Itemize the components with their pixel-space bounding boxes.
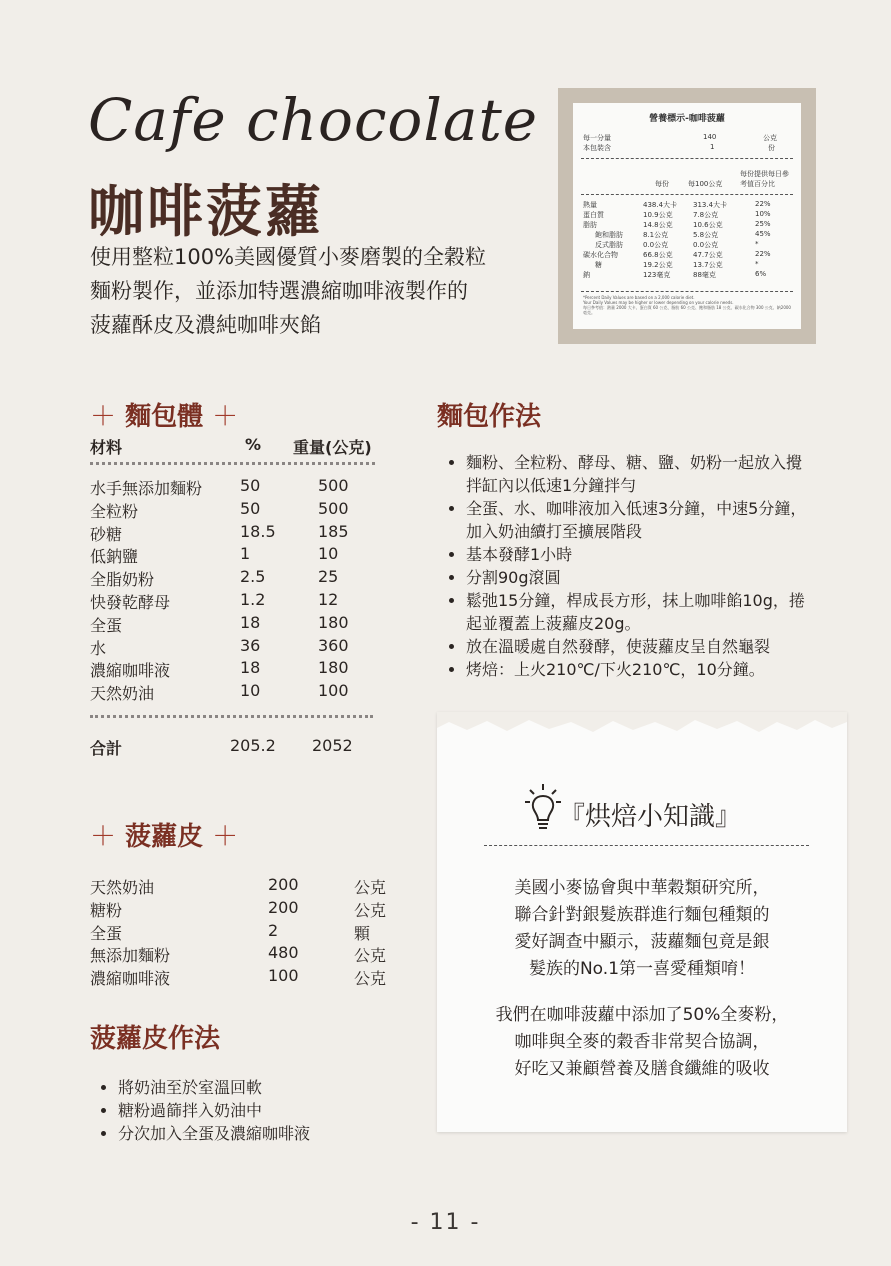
tip-line: 咖啡與全麥的穀香非常契合協調， (514, 1032, 770, 1052)
ingredient-pct: 50 (240, 476, 261, 495)
tip-paragraph-2 (437, 1002, 847, 1083)
ingredient-pct: 18 (240, 658, 261, 678)
ingredient-unit: 公克 (354, 900, 387, 920)
intro-line: 菠蘿酥皮及濃純咖啡夾餡 (90, 313, 321, 337)
tip-line: 美國小麥協會與中華穀類研究所， (514, 878, 770, 898)
nutrient-per-serving: 10.9公克 (643, 211, 673, 219)
method-list (446, 451, 816, 681)
divider (90, 462, 375, 465)
ingredient-name: 全蛋 (90, 923, 123, 943)
nutrient-per-100g: 0.0公克 (693, 241, 719, 249)
nutrient-name: 反式脂肪 (595, 241, 623, 249)
nutrient-per-serving: 123毫克 (643, 271, 671, 279)
tip-card (437, 712, 847, 1132)
table-row (90, 943, 410, 965)
table-row (90, 567, 380, 589)
table-row (90, 681, 380, 703)
total-pct: 205.2 (230, 736, 276, 755)
nutrient-per-serving: 14.8公克 (643, 221, 673, 229)
plus-icon: ＋ (90, 402, 117, 432)
footnote: Your Daily Values may be higher or lower depending on your calorie needs. (583, 300, 734, 305)
ingredient-qty: 200 (268, 875, 299, 894)
nutrition-row (583, 270, 791, 280)
ingredient-pct: 18 (240, 612, 261, 632)
ingredient-unit: 公克 (354, 878, 387, 897)
nutrient-per-100g: 7.8公克 (693, 211, 719, 219)
pack-unit: 份 (768, 144, 775, 152)
pack-value: 1 (710, 143, 715, 151)
list-item: • 分割90g滾圓 (466, 566, 816, 589)
divider (581, 158, 793, 159)
nutrient-dv: 22% (755, 250, 771, 258)
table-row (90, 544, 380, 566)
plus-icon: ＋ (90, 822, 117, 852)
pack-label: 本包裝含 (583, 144, 611, 152)
method-heading: 麵包作法 (437, 402, 542, 432)
ingredient-pct: 1 (240, 544, 251, 564)
per-serving-header: 每份 (655, 180, 669, 188)
nutrient-dv: * (755, 260, 759, 268)
col-weight: 重量(公克) (293, 438, 372, 457)
tip-title: 『烘焙小知識』 (559, 802, 742, 832)
intro-text (90, 240, 540, 342)
nutrient-per-100g: 5.8公克 (693, 231, 719, 239)
nutrient-name: 熱量 (583, 201, 597, 209)
ingredient-unit: 顆 (354, 923, 371, 943)
list-item: • 烤焙：上火210℃/下火210℃，10分鐘。 (466, 658, 816, 681)
ingredient-name: 無添加麵粉 (90, 946, 171, 966)
nutrient-dv: 45% (755, 230, 771, 238)
plus-icon: ＋ (212, 402, 239, 432)
col-pct: % (245, 435, 262, 454)
table-row (90, 613, 380, 635)
table-row (90, 476, 380, 498)
nutrient-name: 碳水化合物 (583, 251, 618, 259)
ingredient-weight: 100 (318, 681, 349, 701)
ingredient-qty: 100 (268, 966, 299, 986)
lightbulb-icon (525, 782, 561, 832)
ingredient-name: 濃縮咖啡液 (90, 969, 171, 989)
dv-header: 每份提供每日參考值百分比 (740, 170, 789, 188)
bread-heading (90, 396, 238, 433)
list-item: • 分次加入全蛋及濃縮咖啡液 (118, 1122, 398, 1145)
nutrition-row (583, 230, 791, 240)
ingredient-name: 全脂奶粉 (90, 570, 155, 590)
nutrition-title: 營養標示-咖啡菠蘿 (649, 114, 725, 124)
ingredient-weight: 10 (318, 544, 339, 564)
ingredient-name: 砂糖 (90, 524, 123, 544)
ingredient-name: 天然奶油 (90, 878, 155, 897)
list-item: • 將奶油至於室溫回軟 (118, 1076, 398, 1099)
nutrient-per-100g: 313.4大卡 (693, 201, 728, 209)
nutrient-name: 蛋白質 (583, 211, 604, 219)
torn-edge (437, 712, 847, 734)
ingredient-name: 水 (90, 638, 107, 658)
ingredient-name: 糖粉 (90, 900, 123, 920)
intro-line: 使用整粒100%美國優質小麥磨製的全穀粒 (90, 245, 487, 269)
table-row (90, 522, 380, 544)
ingredient-pct: 1.2 (240, 590, 266, 609)
ingredient-unit: 公克 (354, 946, 387, 966)
table-row (90, 636, 380, 658)
tip-line: 愛好調查中顯示，菠蘿麵包竟是銀 (514, 932, 770, 952)
ingredient-qty: 2 (268, 920, 279, 940)
table-row (90, 966, 410, 988)
bread-heading-label: 麵包體 (125, 402, 204, 432)
nutrient-per-serving: 0.0公克 (643, 241, 669, 249)
total-label: 合計 (90, 739, 123, 758)
nutrient-name: 鈉 (583, 271, 590, 279)
ingredient-name: 低鈉鹽 (90, 547, 139, 567)
nutrient-per-100g: 47.7公克 (693, 251, 723, 259)
nutrient-per-100g: 88毫克 (693, 271, 716, 279)
nutrient-name: 脂肪 (583, 221, 597, 229)
nutrition-row (583, 240, 791, 250)
table-row (90, 499, 380, 521)
ingredient-weight: 185 (318, 521, 349, 541)
crust-heading (90, 816, 238, 853)
ingredient-weight: 500 (318, 498, 349, 518)
page-title: 咖啡菠蘿 (88, 179, 324, 245)
crust-heading-label: 菠蘿皮 (125, 822, 204, 852)
tip-line: 聯合針對銀髮族群進行麵包種類的 (514, 905, 770, 925)
list-item: • 糖粉過篩拌入奶油中 (118, 1099, 398, 1122)
col-material: 材料 (90, 438, 123, 457)
list-item: • 鬆弛15分鐘，桿成長方形，抹上咖啡餡10g，捲起並覆蓋上菠蘿皮20g。 (466, 589, 816, 635)
ingredient-weight: 180 (318, 658, 349, 678)
ingredient-qty: 200 (268, 897, 299, 917)
nutrient-per-serving: 8.1公克 (643, 231, 669, 239)
list-item: • 基本發酵1小時 (466, 543, 816, 566)
divider (581, 194, 793, 195)
nutrient-per-serving: 438.4大卡 (643, 201, 678, 209)
ingredient-weight: 360 (318, 635, 349, 655)
serving-unit: 公克 (763, 134, 777, 142)
table-row (90, 921, 410, 943)
nutrient-dv: 22% (755, 200, 771, 208)
footnote: 每日參考值：熱量 2000 大卡、蛋白質 60 公克、脂肪 60 公克、飽和脂肪 18 公克、碳水化合物 300 公克、鈉2000 毫克。 (583, 305, 791, 315)
page-number: - 11 - (410, 1210, 481, 1235)
divider (581, 291, 793, 292)
tip-line: 我們在咖啡菠蘿中添加了50%全麥粉， (495, 1005, 789, 1025)
tip-paragraph-1 (437, 875, 847, 983)
ingredient-pct: 10 (240, 681, 261, 701)
nutrient-per-serving: 66.8公克 (643, 251, 673, 259)
plus-icon: ＋ (212, 822, 239, 852)
nutrition-label (573, 103, 801, 329)
nutrient-per-100g: 10.6公克 (693, 221, 723, 229)
tip-line: 好吃又兼顧營養及膳食纖維的吸收 (514, 1059, 770, 1079)
nutrient-name: 飽和脂肪 (595, 231, 623, 239)
nutrient-per-100g: 13.7公克 (693, 261, 723, 269)
nutrient-dv: 25% (755, 220, 771, 228)
ingredient-name: 天然奶油 (90, 684, 155, 704)
nutrition-row (583, 210, 791, 220)
total-weight: 2052 (312, 736, 353, 755)
nutrient-dv: * (755, 240, 759, 248)
per-100g-header: 每100公克 (688, 180, 723, 188)
nutrition-row (583, 200, 791, 210)
tip-line: 髮族的No.1第一喜愛種類唷！ (528, 959, 756, 979)
ingredient-weight: 500 (318, 476, 349, 495)
ingredient-name: 水手無添加麵粉 (90, 479, 203, 498)
ingredient-weight: 180 (318, 612, 349, 632)
nutrient-per-serving: 19.2公克 (643, 261, 673, 269)
crust-method-list (98, 1076, 398, 1145)
nutrient-dv: 6% (755, 270, 767, 278)
nutrition-row (583, 260, 791, 270)
ingredient-name: 快發乾酵母 (90, 593, 171, 612)
table-row (90, 590, 380, 612)
serving-value: 140 (703, 133, 717, 141)
list-item: • 麵粉、全粒粉、酵母、糖、鹽、奶粉一起放入攪拌缸內以低速1分鐘拌勻 (466, 451, 816, 497)
ingredient-pct: 36 (240, 635, 261, 655)
ingredient-pct: 50 (240, 498, 261, 518)
table-row (90, 658, 380, 680)
script-title: Cafe chocolate (88, 86, 539, 154)
ingredient-pct: 18.5 (240, 521, 276, 541)
list-item: • 放在溫暖處自然發酵，使菠蘿皮呈自然龜裂 (466, 635, 816, 658)
intro-line: 麵粉製作，並添加特選濃縮咖啡液製作的 (90, 279, 468, 303)
divider (484, 845, 809, 846)
nutrition-row (583, 220, 791, 230)
footnote: *Percent Daily Values are based on a 2,000 calorie diet. (583, 295, 695, 300)
table-row (90, 875, 410, 897)
ingredient-qty: 480 (268, 943, 299, 963)
table-row (90, 898, 410, 920)
ingredient-weight: 12 (318, 590, 339, 609)
list-item: • 全蛋、水、咖啡液加入低速3分鐘，中速5分鐘，加入奶油續打至擴展階段 (466, 497, 816, 543)
crust-method-heading: 菠蘿皮作法 (90, 1024, 221, 1054)
nutrient-dv: 10% (755, 210, 771, 218)
ingredient-name: 全蛋 (90, 615, 123, 635)
nutrient-name: 糖 (595, 261, 602, 269)
ingredient-name: 全粒粉 (90, 501, 139, 521)
ingredient-name: 濃縮咖啡液 (90, 661, 171, 681)
ingredient-unit: 公克 (354, 969, 387, 989)
ingredient-weight: 25 (318, 567, 339, 587)
nutrition-row (583, 250, 791, 260)
divider (90, 715, 373, 718)
ingredient-pct: 2.5 (240, 567, 266, 587)
serving-label: 每一分量 (583, 134, 611, 142)
